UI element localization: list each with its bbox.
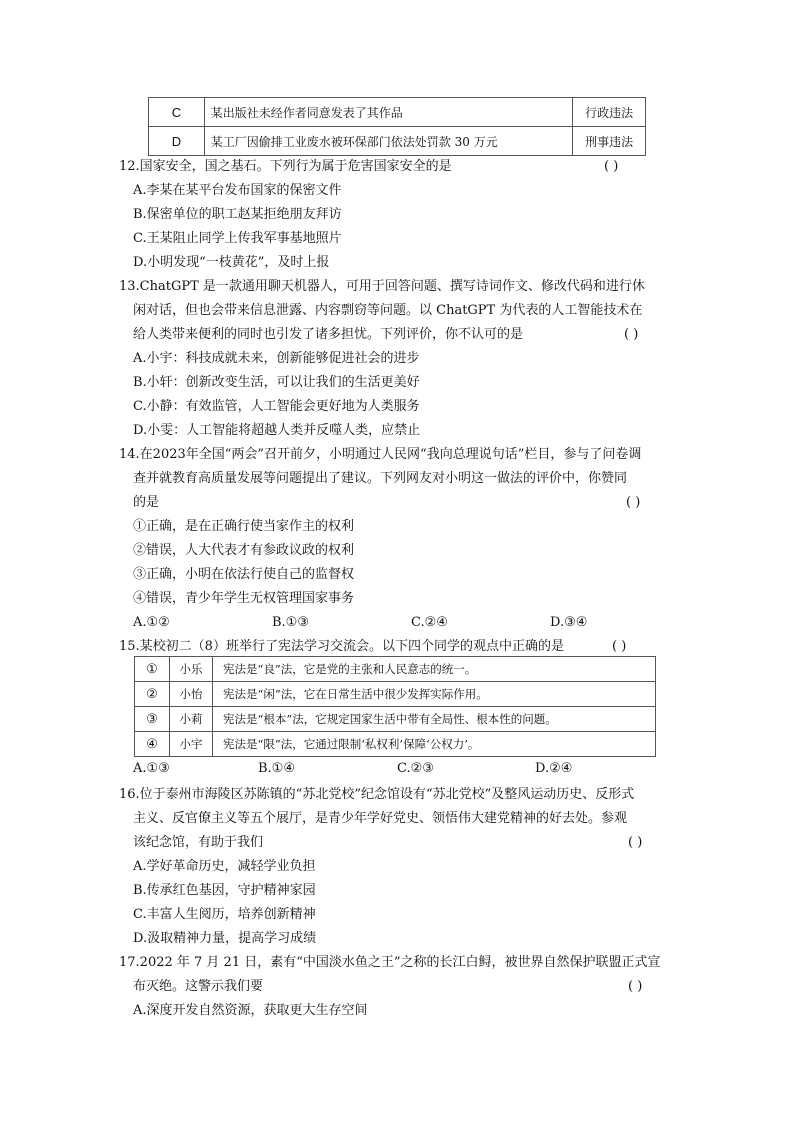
row-name: 小莉 bbox=[170, 707, 213, 732]
q13-option-c: C.小静：有效监管，人工智能会更好地为人类服务 bbox=[133, 399, 420, 414]
q14-option-b: B.①③ bbox=[272, 615, 309, 630]
row-event: 某工厂因偷排工业废水被环保部门依法处罚款 30 万元 bbox=[204, 127, 572, 156]
q13-option-b: B.小轩：创新改变生活，可以让我们的生活更美好 bbox=[133, 375, 420, 390]
q16-option-b: B.传承红色基因，守护精神家园 bbox=[133, 883, 316, 898]
answer-paren: ( ) bbox=[624, 327, 639, 342]
row-name: 小乐 bbox=[170, 657, 213, 682]
q16-stem-line1: 16.位于泰州市海陵区苏陈镇的“苏北党校”纪念馆设有“苏北党校”及整风运动历史、反形式 bbox=[119, 787, 635, 802]
row-letter: C bbox=[149, 98, 205, 127]
q12-option-b: B.保密单位的职工赵某拒绝朋友拜访 bbox=[133, 207, 342, 222]
q15-table bbox=[134, 656, 656, 757]
row-type: 行政违法 bbox=[573, 98, 646, 127]
q16-option-d: D.汲取精神力量，提高学习成绩 bbox=[133, 931, 317, 946]
q14-item-1: ①正确，是在正确行使当家作主的权利 bbox=[133, 519, 355, 534]
table-row bbox=[149, 127, 646, 156]
q14-item-4: ④错误，青少年学生无权管理国家事务 bbox=[133, 591, 355, 606]
q14-stem-line2: 查并就教育高质量发展等问题提出了建议。下列网友对小明这一做法的评价中，你赞同 bbox=[133, 471, 628, 486]
q12-option-a: A.李某在某平台发布国家的保密文件 bbox=[133, 183, 342, 198]
answer-paren: ( ) bbox=[604, 159, 619, 174]
row-view: 宪法是“限”法，它通过限制‘私权利’保障‘公权力’。 bbox=[213, 732, 656, 757]
row-type: 刑事违法 bbox=[573, 127, 646, 156]
q12-option-d: D.小明发现“一枝黄花”，及时上报 bbox=[133, 255, 330, 270]
q16-stem-line2: 主义、反官僚主义等五个展厅，是青少年学好党史、领悟伟大建党精神的好去处。参观 bbox=[133, 811, 628, 826]
q16-option-a: A.学好革命历史，减轻学业负担 bbox=[133, 859, 316, 874]
q17-option-a: A.深度开发自然资源，获取更大生存空间 bbox=[133, 1003, 368, 1018]
q17-stem-line1: 17.2022 年 7 月 21 日，素有“中国淡水鱼之王”之称的长江白鲟，被世界自然保护联盟正式宣 bbox=[119, 955, 661, 970]
q14-option-c: C.②④ bbox=[411, 615, 448, 630]
table-row bbox=[135, 732, 656, 757]
q12-stem: 12.国家安全，国之基石。下列行为属于危害国家安全的是 bbox=[119, 159, 452, 174]
q14-stem-line1: 14.在2023年全国“两会”召开前夕，小明通过人民网“我向总理说句话”栏目，参与了问卷调 bbox=[119, 447, 642, 462]
q17-stem-line2: 布灭绝。这警示我们要 bbox=[133, 979, 264, 994]
violation-table bbox=[148, 97, 646, 156]
answer-paren: ( ) bbox=[628, 979, 643, 994]
table-row bbox=[135, 682, 656, 707]
q15-stem: 15.某校初二（8）班举行了宪法学习交流会。以下四个同学的观点中正确的是 bbox=[119, 639, 564, 654]
q14-stem-line3: 的是 bbox=[133, 495, 160, 510]
q12-option-c: C.王某阻止同学上传我军事基地照片 bbox=[133, 231, 342, 246]
row-number: ① bbox=[135, 657, 170, 682]
row-number: ④ bbox=[135, 732, 170, 757]
q13-stem-line3: 给人类带来便利的同时也引发了诸多担忧。下列评价，你不认可的是 bbox=[133, 327, 524, 342]
q15-option-b: B.①④ bbox=[258, 761, 295, 776]
table-row bbox=[135, 707, 656, 732]
answer-paren: ( ) bbox=[612, 639, 627, 654]
q14-item-3: ③正确，小明在依法行使自己的监督权 bbox=[133, 567, 355, 582]
table-row bbox=[135, 657, 656, 682]
row-name: 小怡 bbox=[170, 682, 213, 707]
q14-option-d: D.③④ bbox=[550, 615, 588, 630]
row-view: 宪法是“闲”法，它在日常生活中很少发挥实际作用。 bbox=[213, 682, 656, 707]
answer-paren: ( ) bbox=[626, 495, 641, 510]
q13-option-a: A.小宇：科技成就未来，创新能够促进社会的进步 bbox=[133, 351, 420, 366]
row-number: ③ bbox=[135, 707, 170, 732]
q13-option-d: D.小雯：人工智能将超越人类并反噬人类，应禁止 bbox=[133, 423, 421, 438]
answer-paren: ( ) bbox=[628, 835, 643, 850]
q15-option-d: D.②④ bbox=[535, 761, 573, 776]
row-number: ② bbox=[135, 682, 170, 707]
q15-option-c: C.②③ bbox=[397, 761, 434, 776]
row-name: 小宇 bbox=[170, 732, 213, 757]
row-view: 宪法是“良”法，它是党的主张和人民意志的统一。 bbox=[213, 657, 656, 682]
q13-stem-line2: 闲对话，但也会带来信息泄露、内容剽窃等问题。以 ChatGPT 为代表的人工智能技术在 bbox=[133, 303, 643, 318]
row-event: 某出版社未经作者同意发表了其作品 bbox=[204, 98, 572, 127]
row-view: 宪法是“根本”法，它规定国家生活中带有全局性、根本性的问题。 bbox=[213, 707, 656, 732]
q13-stem-line1: 13.ChatGPT 是一款通用聊天机器人，可用于回答问题、撰写诗词作文、修改代码和进行休 bbox=[119, 279, 645, 294]
row-letter: D bbox=[149, 127, 205, 156]
q14-item-2: ②错误，人大代表才有参政议政的权利 bbox=[133, 543, 355, 558]
q16-stem-line3: 该纪念馆，有助于我们 bbox=[133, 835, 264, 850]
table-row bbox=[149, 98, 646, 127]
q14-option-a: A.①② bbox=[133, 615, 170, 630]
q15-option-a: A.①③ bbox=[133, 761, 170, 776]
q16-option-c: C.丰富人生阅历，培养创新精神 bbox=[133, 907, 316, 922]
